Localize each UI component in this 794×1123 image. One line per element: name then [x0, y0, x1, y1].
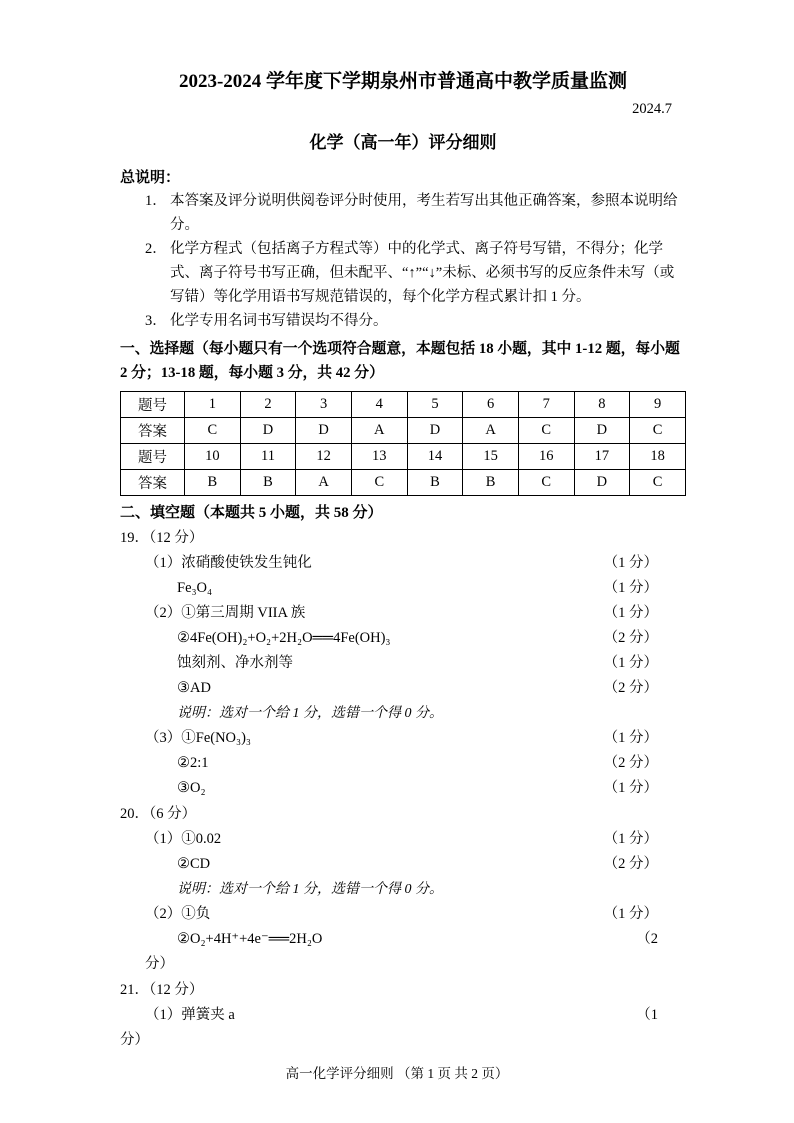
- question-19-lines: [120, 551, 686, 801]
- question-number: 20．（6 分）: [120, 806, 197, 822]
- table-cell: B: [463, 470, 519, 496]
- answer-table-row: [121, 418, 686, 444]
- answer-text: （1）①0.02: [145, 831, 222, 847]
- page-footer: 高一化学评分细则 （第 1 页 共 2 页）: [285, 1066, 509, 1081]
- score-label: （2: [636, 931, 658, 947]
- answer-line: [120, 726, 686, 751]
- table-cell: B: [407, 470, 463, 496]
- question-20: [120, 802, 686, 977]
- answer-line: [120, 827, 686, 852]
- score-label: （1: [636, 1007, 658, 1023]
- table-cell: C: [185, 418, 241, 444]
- table-cell: C: [351, 470, 407, 496]
- answer-text: ②O₂+4H⁺+4e⁻══2H₂O: [177, 931, 323, 947]
- question-number: 19．（12 分）: [120, 530, 204, 546]
- answer-text: 蚀刻剂、净水剂等: [177, 655, 293, 671]
- table-cell: 4: [351, 392, 407, 418]
- score-label: （1 分）: [603, 580, 658, 596]
- table-cell: 3: [296, 392, 352, 418]
- answer-text: Fe₃O₄: [177, 580, 213, 596]
- answer-line: [120, 601, 686, 626]
- question-21: [120, 978, 686, 1053]
- table-cell: D: [574, 470, 630, 496]
- score-label: （1 分）: [603, 906, 658, 922]
- table-cell: 17: [574, 444, 630, 470]
- answer-text: 说明：选对一个给 1 分，选错一个得 0 分。: [177, 882, 443, 897]
- answer-line: [120, 776, 686, 801]
- score-label: （1 分）: [603, 555, 658, 571]
- answer-line: [120, 651, 686, 676]
- doc-title: 2023-2024 学年度下学期泉州市普通高中教学质量监测: [178, 71, 628, 92]
- note-item-number: 3．: [145, 313, 167, 329]
- table-cell: A: [351, 418, 407, 444]
- table-cell: 7: [518, 392, 574, 418]
- table-cell: B: [240, 470, 296, 496]
- table-cell: D: [574, 418, 630, 444]
- answer-line: [120, 952, 686, 977]
- table-cell: C: [630, 470, 686, 496]
- note-item-text: 化学方程式（包括离子方程式等）中的化学式、离子符号写错，不得分；化学式、离子符号书写正确，但未配平、“↑”“↓”未标、必须书写的反应条件未写（或写错）等化学用语书写规范错误的，每个化学方程式累计扣 1 分。: [170, 241, 675, 305]
- answer-text: （2）①第三周期 VIIA 族: [145, 605, 306, 621]
- answer-line: [120, 852, 686, 877]
- table-row-label: 答案: [121, 418, 185, 444]
- answer-text: 分）: [120, 1032, 149, 1048]
- score-label: （2 分）: [603, 755, 658, 771]
- answer-line: [120, 927, 686, 952]
- answer-text: ②4Fe(OH)₂+O₂+2H₂O══4Fe(OH)₃: [177, 630, 391, 646]
- score-label: （1 分）: [603, 605, 658, 621]
- table-cell: 13: [351, 444, 407, 470]
- table-row-label: 题号: [121, 444, 185, 470]
- table-row-label: 答案: [121, 470, 185, 496]
- table-cell: 16: [518, 444, 574, 470]
- answer-text: （3）①Fe(NO₃)₃: [145, 730, 251, 746]
- answer-line: [120, 626, 686, 651]
- answer-line: [120, 1003, 686, 1028]
- answer-line: [120, 902, 686, 927]
- answer-table-row: [121, 444, 686, 470]
- table-cell: 9: [630, 392, 686, 418]
- score-label: （1 分）: [603, 730, 658, 746]
- note-item-text: 本答案及评分说明供阅卷评分时使用，考生若写出其他正确答案，参照本说明给分。: [170, 193, 678, 233]
- score-label: （2 分）: [603, 680, 658, 696]
- note-item-text: 化学专用名词书写错误均不得分。: [170, 313, 388, 329]
- general-notes-heading: 总说明：: [120, 170, 181, 186]
- answer-text: （2）①负: [145, 906, 211, 922]
- table-cell: D: [407, 418, 463, 444]
- answer-table-row: [121, 392, 686, 418]
- note-item-number: 1．: [145, 193, 167, 209]
- fill-section-heading: 二、填空题（本题共 5 小题，共 58 分）: [120, 505, 383, 521]
- table-cell: 8: [574, 392, 630, 418]
- choice-section-heading: 一、选择题（每小题只有一个选项符合题意，本题包括 18 小题，其中 1-12 题，每小题 2 分；13-18 题，每小题 3 分，共 42 分）: [120, 341, 680, 381]
- question-number: 21．（12 分）: [120, 982, 204, 998]
- answer-line: [120, 551, 686, 576]
- answer-line: [120, 676, 686, 701]
- answer-text: 分）: [145, 956, 174, 972]
- table-cell: 12: [296, 444, 352, 470]
- answer-text: （1）弹簧夹 a: [145, 1007, 235, 1023]
- table-cell: C: [518, 470, 574, 496]
- answer-line: [120, 751, 686, 776]
- general-note-item: [120, 189, 686, 237]
- table-cell: 6: [463, 392, 519, 418]
- table-cell: C: [630, 418, 686, 444]
- answer-line: [120, 576, 686, 601]
- answer-table-body: [121, 392, 686, 496]
- table-cell: A: [296, 470, 352, 496]
- score-label: （1 分）: [603, 655, 658, 671]
- table-cell: C: [518, 418, 574, 444]
- score-label: （2 分）: [603, 856, 658, 872]
- answer-line: [120, 877, 686, 902]
- table-cell: 15: [463, 444, 519, 470]
- table-cell: 5: [407, 392, 463, 418]
- answer-table: [120, 391, 686, 496]
- table-row-label: 题号: [121, 392, 185, 418]
- question-20-lines: [120, 827, 686, 977]
- table-cell: A: [463, 418, 519, 444]
- question-19: [120, 526, 686, 801]
- general-notes-list: [120, 189, 686, 333]
- answer-text: ②CD: [177, 856, 211, 872]
- answer-text: ③O₂: [177, 780, 206, 796]
- table-cell: D: [296, 418, 352, 444]
- answer-text: ②2:1: [177, 755, 209, 771]
- question-21-lines: [120, 1003, 686, 1053]
- table-cell: 18: [630, 444, 686, 470]
- general-note-item: [120, 309, 686, 333]
- score-label: （1 分）: [603, 831, 658, 847]
- answer-line: [120, 1028, 686, 1053]
- table-cell: 10: [185, 444, 241, 470]
- answer-text: ③AD: [177, 680, 211, 696]
- table-cell: 14: [407, 444, 463, 470]
- general-note-item: [120, 237, 686, 309]
- table-cell: 11: [240, 444, 296, 470]
- answer-table-row: [121, 470, 686, 496]
- table-cell: 2: [240, 392, 296, 418]
- note-item-number: 2．: [145, 241, 167, 257]
- answer-text: （1）浓硝酸使铁发生钝化: [145, 555, 312, 571]
- score-label: （2 分）: [603, 630, 658, 646]
- answer-line: [120, 701, 686, 726]
- table-cell: B: [185, 470, 241, 496]
- table-cell: 1: [185, 392, 241, 418]
- score-label: （1 分）: [603, 780, 658, 796]
- answer-text: 说明：选对一个给 1 分，选错一个得 0 分。: [177, 706, 443, 721]
- table-cell: D: [240, 418, 296, 444]
- doc-subtitle: 化学（高一年）评分细则: [309, 133, 497, 152]
- doc-date: 2024.7: [632, 101, 672, 117]
